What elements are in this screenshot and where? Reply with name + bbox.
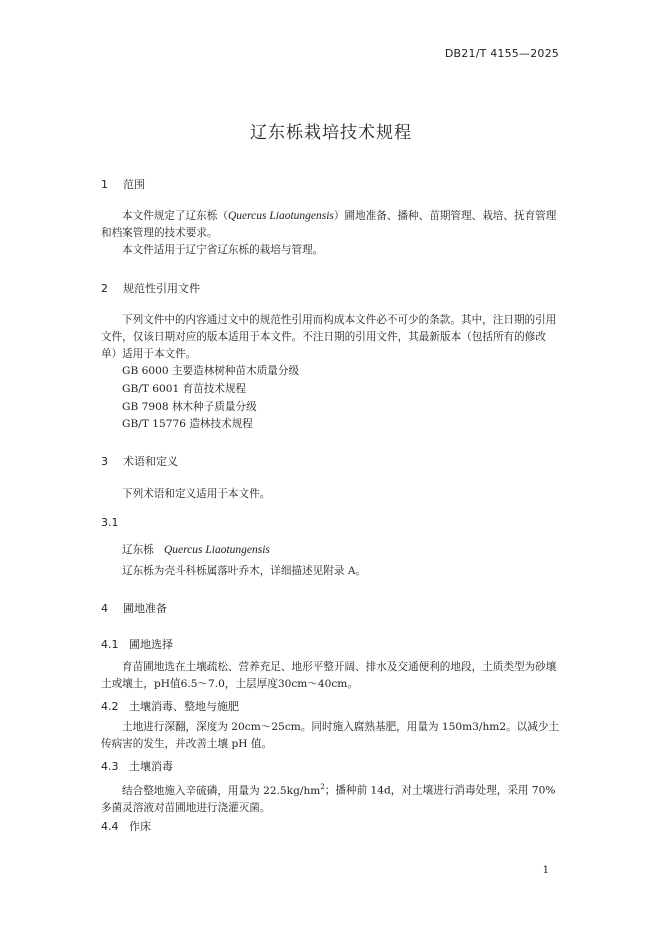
- scope-latin-name: Quercus Liaotungensis: [227, 210, 334, 222]
- subsection-number: 4.3: [101, 760, 119, 773]
- section-title: 圃地准备: [123, 602, 167, 615]
- term-definition-text: 辽东栎为壳斗科栎属落叶乔木，详细描述见附录 A。: [122, 565, 367, 577]
- subsection-number: 4.4: [101, 820, 119, 833]
- section-heading-normative-references: [101, 280, 200, 296]
- scope-text-post: ）圃地准备、播种、苗期管理、栽培、抚育管理和档案管理的技术要求。: [101, 210, 557, 239]
- scope-paragraph-1: [101, 208, 561, 242]
- reference-item: GB 6000 主要造林树种苗木质量分级: [122, 365, 300, 377]
- page-number: 1: [542, 865, 549, 876]
- scope-text-pre: 本文件规定了辽东栎（: [122, 210, 228, 222]
- subsection-heading-soil-disinfection: [101, 758, 173, 774]
- term-entry: [122, 538, 270, 557]
- references-paragraph: [101, 312, 561, 363]
- soil-prep-text: 土地进行深翻，深度为 20cm～25cm。同时施入腐熟基肥，用量为 150m3/hm2。以减少土传病害的发生，并改善土壤 pH 值。: [101, 721, 560, 750]
- reference-item: GB/T 15776 造林技术规程: [122, 418, 253, 430]
- subsection-heading-soil-prep: [101, 698, 239, 714]
- section-number: 4: [101, 602, 108, 615]
- references-paragraph-text: 下列文件中的内容通过文中的规范性引用而构成本文件必不可少的条款。其中，注日期的引用文件，仅该日期对应的版本适用于本文件。不注日期的引用文件，其最新版本（包括所有的修改单）适用于本文件。: [101, 314, 557, 360]
- section-heading-terms: [101, 453, 178, 469]
- site-selection-paragraph: [101, 659, 561, 693]
- document-title: 辽东栎栽培技术规程: [250, 123, 412, 143]
- term-definition: [101, 563, 561, 580]
- section-number: 3: [101, 455, 108, 468]
- terms-paragraph-text: 下列术语和定义适用于本文件。: [122, 488, 271, 500]
- soil-disinfection-text-post: ；播种前 14d，对土壤进行消毒处理，采用 70%多菌灵溶液对苗圃地进行浇灌灭菌。: [101, 784, 556, 814]
- section-title: 规范性引用文件: [123, 282, 200, 295]
- subsection-title: 土壤消毒: [129, 760, 173, 773]
- site-selection-text: 育苗圃地选在土壤疏松、营养充足、地形平整开阔、排水及交通便利的地段，土质类型为砂壤土或壤土，pH值6.5～7.0，土层厚度30cm～40cm。: [101, 661, 557, 690]
- scope-paragraph-2: [101, 242, 561, 259]
- subsection-title: 圃地选择: [129, 638, 173, 651]
- section-number: 1: [101, 178, 108, 191]
- soil-prep-paragraph: [101, 719, 561, 753]
- section-number: 2: [101, 282, 108, 295]
- soil-disinfection-paragraph: [101, 779, 561, 817]
- section-heading-scope: [101, 176, 145, 192]
- term-number: 3.1: [101, 516, 119, 529]
- subsection-heading-bed-making: [101, 818, 151, 834]
- section-heading-nursery-preparation: [101, 600, 167, 616]
- superscript: 2: [320, 783, 325, 791]
- subsection-title: 作床: [129, 820, 151, 833]
- scope-paragraph-2-text: 本文件适用于辽宁省辽东栎的栽培与管理。: [122, 244, 324, 256]
- terms-paragraph: [101, 486, 561, 503]
- subsection-number: 4.1: [101, 638, 119, 651]
- soil-disinfection-text-pre: 结合整地施入辛硫磷，用量为 22.5kg/hm: [122, 784, 321, 797]
- subsection-heading-site-selection: [101, 636, 173, 652]
- section-title: 术语和定义: [123, 455, 178, 468]
- subsection-title: 土壤消毒、整地与施肥: [129, 700, 239, 713]
- term-chinese: 辽东栎: [122, 544, 154, 556]
- term-latin: Quercus Liaotungensis: [163, 544, 270, 556]
- reference-item: GB/T 6001 育苗技术规程: [122, 383, 247, 395]
- reference-item: GB 7908 林木种子质量分级: [122, 401, 257, 413]
- subsection-number: 4.2: [101, 700, 119, 713]
- document-number: DB21/T 4155—2025: [444, 47, 559, 60]
- section-title: 范围: [123, 178, 145, 191]
